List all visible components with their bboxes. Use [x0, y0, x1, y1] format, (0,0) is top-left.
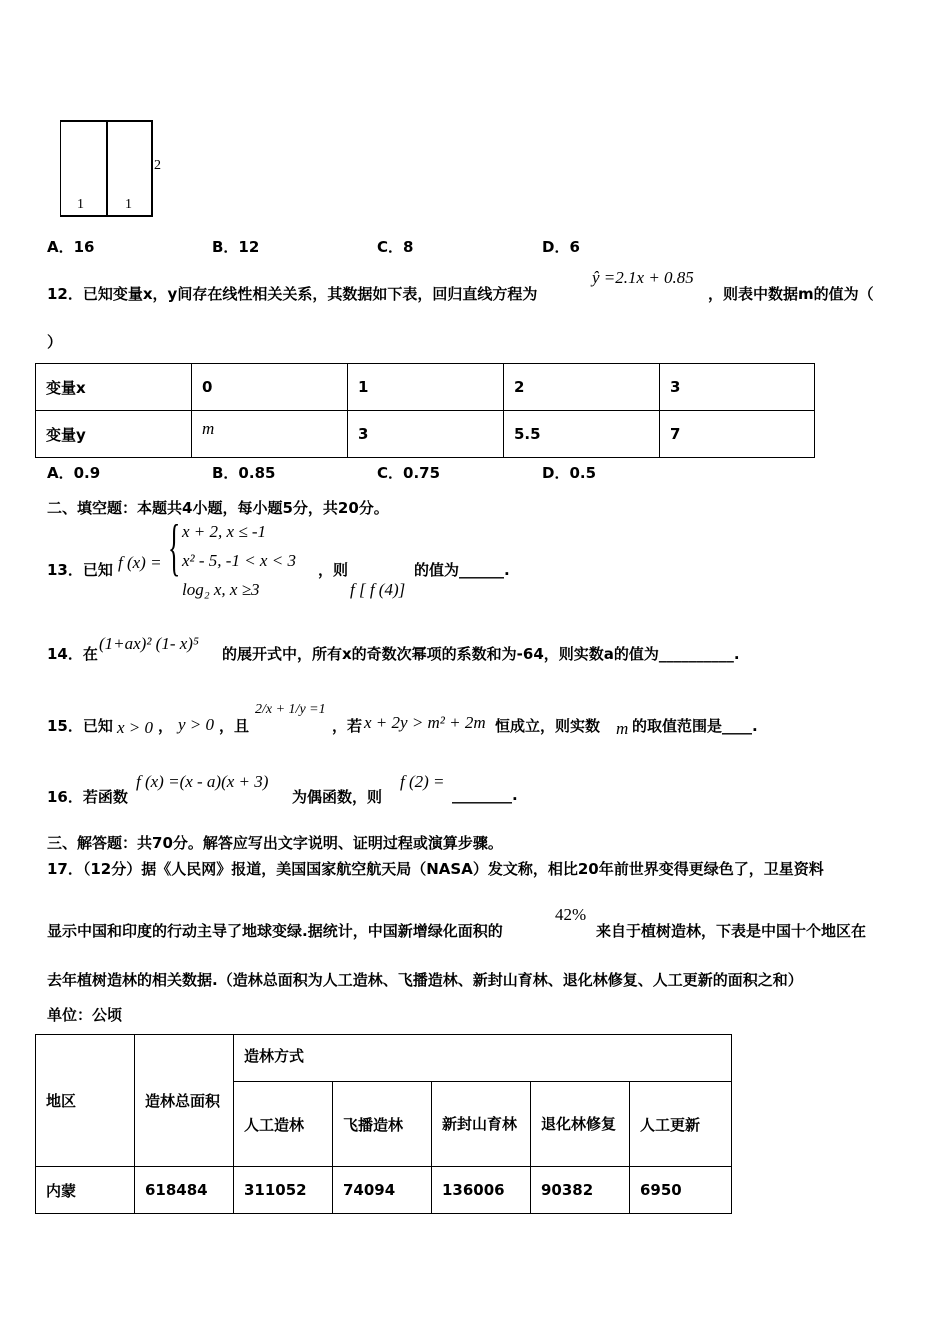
- table-cell: 5.5: [504, 411, 660, 458]
- nested-expression: f [ f (4)]: [350, 580, 406, 599]
- condition-x: x > 0: [117, 718, 154, 737]
- figure-label-width: 1: [77, 197, 84, 212]
- option-c: C．8: [377, 238, 414, 256]
- table-cell: 311052: [234, 1167, 333, 1214]
- header-method-item: 人工更新: [630, 1082, 732, 1167]
- question-15-and: ，且: [219, 717, 250, 735]
- header-method-item: 人工造林: [234, 1082, 333, 1167]
- case-3: log₂ x, x ≥3: [182, 580, 260, 599]
- inequality: x + 2y > m² + 2m: [364, 713, 486, 732]
- question-13-suffix: 的值为______.: [414, 561, 510, 579]
- table-cell: 136006: [432, 1167, 531, 1214]
- option-a: A．0.9: [47, 464, 101, 482]
- option-c: C．0.75: [377, 464, 441, 482]
- fraction-equation: 2/x + 1/y =1: [255, 702, 326, 717]
- table-cell: 1: [348, 364, 504, 411]
- question-12-text: 12．已知变量x，y间存在线性相关关系，其数据如下表，回归直线方程为: [47, 285, 538, 303]
- question-16-prefix: 16．若函数: [47, 788, 128, 806]
- table-cell: 90382: [531, 1167, 630, 1214]
- answer-blank: ________.: [452, 786, 518, 804]
- table-cell: m: [192, 411, 348, 458]
- percentage: 42%: [555, 905, 587, 924]
- regression-formula: ŷ =2.1x + 0.85: [592, 268, 694, 287]
- evaluation-expression: f (2) =: [400, 772, 445, 791]
- figure-label-width: 1: [125, 197, 132, 212]
- function-label: f (x) =: [118, 553, 162, 572]
- case-2: x² - 5, -1 < x < 3: [182, 551, 296, 570]
- afforestation-table: [35, 1034, 732, 1214]
- question-15-suffix: 的取值范围是____.: [632, 717, 758, 735]
- table-cell: 74094: [333, 1167, 432, 1214]
- condition-y: y > 0: [178, 715, 215, 734]
- figure-label-height: 2: [154, 158, 161, 173]
- header-method-item: 飞播造林: [333, 1082, 432, 1167]
- question-17-line-2: 显示中国和印度的行动主导了地球变绿.据统计，中国新增绿化面积的: [47, 922, 503, 940]
- option-b: B．12: [212, 238, 260, 256]
- table-cell: 3: [348, 411, 504, 458]
- header-method: 造林方式: [234, 1035, 732, 1082]
- table-cell: 6950: [630, 1167, 732, 1214]
- section-2-heading: 二、填空题：本题共4小题，每小题5分，共20分。: [47, 499, 389, 517]
- table-cell: 变量x: [36, 364, 192, 411]
- function-expression: f (x) =(x - a)(x + 3): [136, 772, 269, 791]
- header-total: 造林总面积: [135, 1035, 234, 1167]
- table-cell: 2: [504, 364, 660, 411]
- question-13-prefix: 13．已知: [47, 561, 113, 579]
- header-method-item: 退化林修复: [531, 1082, 630, 1167]
- case-1: x + 2, x ≤ -1: [182, 522, 267, 541]
- unit-label: 单位：公顷: [47, 1006, 123, 1024]
- option-a: A．16: [47, 238, 95, 256]
- question-15-prefix: 15．已知: [47, 717, 113, 735]
- binomial-expression: (1+ax)² (1- x)⁵: [99, 634, 199, 653]
- data-table: [35, 363, 815, 458]
- separator: ，: [158, 717, 174, 735]
- section-3-heading: 三、解答题：共70分。解答应写出文字说明、证明过程或演算步骤。: [47, 834, 503, 852]
- figure-divider: [106, 120, 108, 215]
- option-b: B．0.85: [212, 464, 276, 482]
- question-14-prefix: 14．在: [47, 645, 98, 663]
- brace: {: [168, 511, 181, 582]
- question-15-text: 恒成立，则实数: [495, 717, 601, 735]
- question-15-if: ，若: [332, 717, 363, 735]
- table-cell: 内蒙: [36, 1167, 135, 1214]
- table-cell: 3: [660, 364, 815, 411]
- question-17-line-2-end: 来自于植树造林，下表是中国十个地区在: [596, 922, 867, 940]
- option-d: D．0.5: [542, 464, 597, 482]
- header-method-item: 新封山育林: [432, 1082, 531, 1167]
- question-12-text-end: ，则表中数据m的值为（: [708, 285, 874, 303]
- question-12-close: ）: [47, 333, 63, 351]
- option-d: D．6: [542, 238, 580, 256]
- table-cell: 0: [192, 364, 348, 411]
- question-16-mid: 为偶函数，则: [292, 788, 383, 806]
- question-14-suffix: 的展开式中，所有x的奇数次幂项的系数和为-64，则实数a的值为__________.: [222, 645, 740, 663]
- question-17-line-1: 17．（12分）据《人民网》报道，美国国家航空航天局（NASA）发文称，相比20年前世界变得更绿色了，卫星资料: [47, 860, 824, 878]
- table-cell: 618484: [135, 1167, 234, 1214]
- variable-m: m: [616, 719, 629, 738]
- table-cell: 7: [660, 411, 815, 458]
- table-cell: 变量y: [36, 411, 192, 458]
- header-region: 地区: [36, 1035, 135, 1167]
- question-13-then: ，则: [318, 561, 349, 579]
- question-17-line-3: 去年植树造林的相关数据.（造林总面积为人工造林、飞播造林、新封山育林、退化林修复、人工更新的面积之和）: [47, 971, 803, 989]
